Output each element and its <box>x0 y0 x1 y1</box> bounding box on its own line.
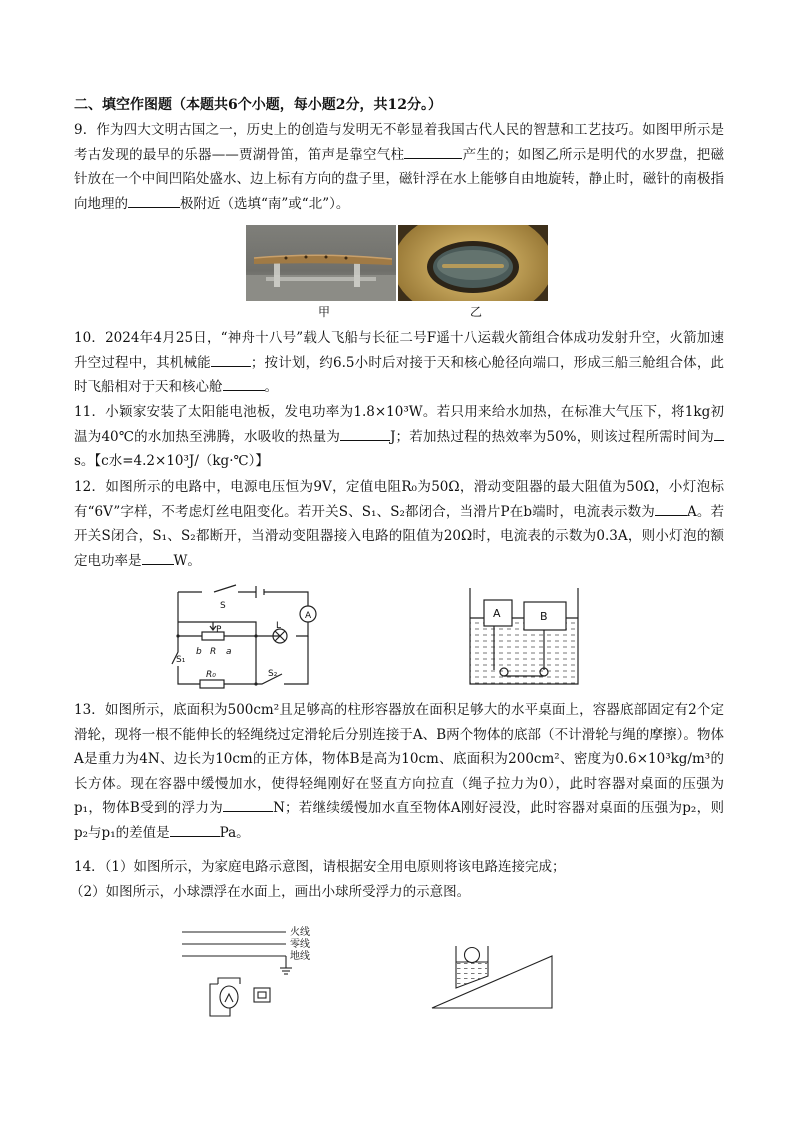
q12-text-3: W。 <box>173 552 201 569</box>
neutral-wire-label: 零线 <box>290 939 310 950</box>
question-9 <box>74 118 724 216</box>
q10-text-1: 10．2024年4月25日，“神舟十八号”载人飞船与长征二号F遥十八运载火箭组合体成功发射升空，火箭加速升空过程中，其机械能 <box>74 330 724 371</box>
q12-text-2: A。若开关S闭合，S₁、S₂都断开，当滑动变阻器接入电路的阻值为20Ω时，电流表的示数为0.3A，则小灯泡的额定电功率是 <box>74 503 725 569</box>
question-11 <box>74 400 724 474</box>
q10-blank-2 <box>223 376 265 391</box>
q13-text-3: Pa。 <box>219 824 250 841</box>
water-compass-photo <box>398 225 548 301</box>
q13-blank-2 <box>170 822 220 837</box>
q12-blank-2 <box>142 550 174 565</box>
household-circuit-diagram <box>180 922 340 1022</box>
block-A-label: A <box>493 607 501 620</box>
label-S2: S₂ <box>268 669 278 679</box>
ground-wire-label: 地线 <box>290 951 310 962</box>
section-title: 二、填空作图题（本题共6个小题，每小题2分，共12分。） <box>74 97 442 113</box>
question-12 <box>74 475 724 573</box>
live-wire-label: 火线 <box>290 927 310 938</box>
label-A: A <box>305 611 312 621</box>
q13-blank-1 <box>223 797 273 812</box>
q10-blank-1 <box>211 352 251 367</box>
floating-ball-diagram <box>428 936 558 1014</box>
q14-part-1: 14．（1）如图所示，为家庭电路示意图，请根据安全用电原则将该电路连接完成； <box>74 859 566 875</box>
label-R: R <box>210 647 217 657</box>
q11-text-1: 11．小颖家安装了太阳能电池板，发电功率为1.8×10³W。若只用来给水加热，在标准大气压下，将1kg初温为40℃的水加热至沸腾，水吸收的热量为 <box>74 404 724 445</box>
q11-text-2: J；若加热过程的热效率为50%，则该过程所需时间为 <box>390 428 714 445</box>
q11-text-3: s。【c水=4.2×10³J/（kg·℃）】 <box>74 453 269 469</box>
question-14 <box>70 855 724 904</box>
q13-text-1: 13．如图所示，底面积为500cm²且足够高的柱形容器放在面积足够大的水平桌面上，容器底部固定有2个定滑轮，现将一根不能伸长的轻绳绕过定滑轮后分别连接于A、B两个物体的底部（不计滑轮与绳的摩擦）。物体A是重力为4N、边长为10cm的正方体，物体B是高为10cm、底面积为200cm²、密度为0.6×10³kg/m³的长方体。现在容器中缓慢加水，使得轻绳刚好在竖直方向拉直（绳子拉力为0），此时容器对桌面的压强为p₁，物体B受到的浮力为 <box>74 702 724 816</box>
question-10 <box>74 326 724 400</box>
q13-text-2: N；若继续缓慢加水直至物体A刚好浸没，此时容器对桌面的压强为p₂，则p₂与p₁的差值是 <box>74 800 724 841</box>
label-S1: S₁ <box>176 655 186 665</box>
q11-blank-1 <box>340 426 390 441</box>
q12-text-1: 12．如图所示的电路中，电源电压恒为9V，定值电阻R₀为50Ω，滑动变阻器的最大阻值为50Ω，小灯泡标有“6V”字样，不考虑灯丝电阻变化。若开关S、S₁、S₂都闭合，当滑片P在b端时，电流表示数为 <box>74 479 724 520</box>
bone-flute-photo <box>246 225 396 301</box>
q10-text-2: ；按计划，约6.5小时后对接于天和核心舱径向端口，形成三船三舱组合体，此时飞船相对于天和核心舱 <box>74 354 725 395</box>
label-a: a <box>226 647 232 657</box>
bone-flute-image <box>246 225 396 301</box>
label-S: S <box>220 601 226 611</box>
q9-text-3: 极附近（选填“南”或“北”）。 <box>180 195 350 212</box>
caption-jia: 甲 <box>318 305 331 319</box>
block-B-label: B <box>540 610 548 623</box>
circuit-diagram <box>168 582 328 694</box>
water-compass-image <box>398 225 548 301</box>
tank-pulley-diagram <box>466 584 586 694</box>
q11-blank-2 <box>714 426 724 441</box>
q9-blank-2 <box>128 193 180 208</box>
q10-text-3: 。 <box>264 379 278 395</box>
q9-text-1: 9．作为四大文明古国之一，历史上的创造与发明无不彰显着我国古代人民的智慧和工艺技巧。如图甲所示是考古发现的最早的乐器——贾湖骨笛，笛声是靠空气柱 <box>74 122 724 163</box>
q9-blank-1 <box>404 144 462 159</box>
q12-blank-1 <box>655 501 687 516</box>
q14-part-2: （2）如图所示，小球漂浮在水面上，画出小球所受浮力的示意图。 <box>70 883 471 900</box>
q9-text-2: 产生的；如图乙所示是明代的水罗盘，把磁针放在一个中间凹陷处盛水、边上标有方向的盘子里，磁针浮在水上能够自由地旋转，静止时，磁针的南极指向地理的 <box>74 146 724 212</box>
label-b: b <box>196 647 202 657</box>
caption-yi: 乙 <box>470 305 483 319</box>
label-L: L <box>276 621 282 631</box>
label-R0: R₀ <box>206 670 216 680</box>
question-13 <box>74 698 724 845</box>
label-P: P <box>216 625 222 635</box>
